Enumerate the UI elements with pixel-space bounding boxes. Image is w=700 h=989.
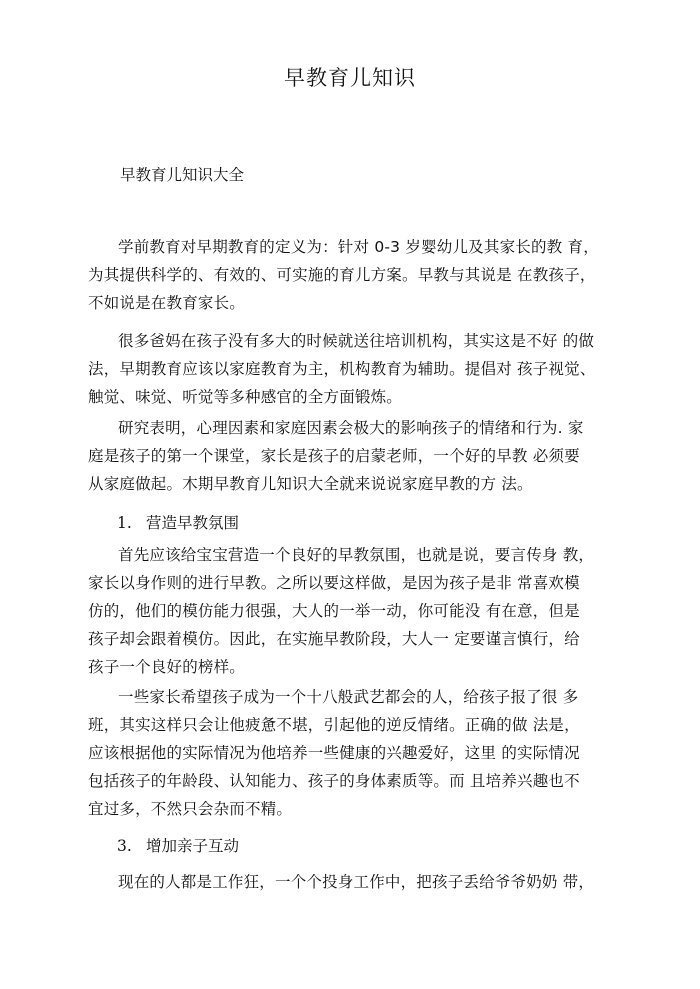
section-heading-3 <box>117 834 239 856</box>
paragraph-family-education <box>88 327 618 411</box>
paragraph-line: 学前教育对早期教育的定义为：针对 0-3 岁婴幼儿及其家长的教 育， <box>118 238 599 256</box>
paragraph-line: 家长以身作则的进行早教。之所以要这样做，是因为孩子是非 常喜欢模 <box>88 574 580 592</box>
paragraph-line: 触觉、味觉、听觉等多种感官的全方面锻炼。 <box>88 388 403 406</box>
paragraph-line: 法，早期教育应该以家庭教育为主，机构教育为辅助。提倡对 孩子视觉、 <box>88 360 596 378</box>
document-subtitle: 早教育儿知识大全 <box>120 166 245 184</box>
paragraph-line: 仿的，他们的模仿能力很强，大人的一举一动，你可能没 有在意，但是 <box>88 602 580 620</box>
section-title: 营造早教氛围 <box>146 514 240 532</box>
section-number: 3. <box>117 837 132 855</box>
paragraph-line: 包括孩子的年龄段、认知能力、孩子的身体素质等。而 且培养兴趣也不 <box>88 772 580 790</box>
paragraph-research <box>88 414 618 498</box>
paragraph-atmosphere <box>88 541 618 681</box>
paragraph-line: 不如说是在教育家长。 <box>88 294 246 312</box>
paragraph-line: 一些家长希望孩子成为一个十八般武艺都会的人，给孩子报了很 多 <box>118 688 579 706</box>
section-number: 1. <box>117 514 132 532</box>
paragraph-interests <box>88 683 618 823</box>
paragraph-interaction <box>88 868 618 896</box>
page-title: 早教育儿知识 <box>284 66 416 90</box>
paragraph-line: 宜过多，不然只会杂而不精。 <box>88 800 293 818</box>
paragraph-line: 从家庭做起。木期早教育儿知识大全就来说说家庭早教的方 法。 <box>88 475 533 493</box>
paragraph-line: 孩子却会跟着模仿。因此，在实施早教阶段，大人一 定要谨言慎行，给 <box>88 630 580 648</box>
paragraph-definition <box>88 233 618 317</box>
paragraph-line: 首先应该给宝宝营造一个良好的早教氛围，也就是说，要言传身 教， <box>118 546 595 564</box>
paragraph-line: 很多爸妈在孩子没有多大的时候就送往培训机构，其实这是不好 的做 <box>118 332 595 350</box>
paragraph-line: 班，其实这样只会让他疲惫不堪，引起他的逆反情绪。正确的做 法是， <box>88 716 580 734</box>
section-title: 增加亲子互动 <box>146 837 240 855</box>
paragraph-line: 应该根据他的实际情况为他培养一些健康的兴趣爱好，这里 的实际情况 <box>88 744 580 762</box>
paragraph-line: 孩子一个良好的榜样。 <box>88 658 246 676</box>
paragraph-line: 研究表明，心理因素和家庭因素会极大的影响孩子的情绪和行为. 家 <box>118 419 584 437</box>
section-heading-1 <box>117 511 239 533</box>
paragraph-line: 庭是孩子的第一个课堂，家长是孩子的启蒙老师，一个好的早教 必须要 <box>88 447 580 465</box>
paragraph-line: 为其提供科学的、有效的、可实施的育儿方案。早教与其说是 在教孩子， <box>88 266 596 284</box>
paragraph-line: 现在的人都是工作狂，一个个投身工作中，把孩子丢给爷爷奶奶 带， <box>118 873 595 891</box>
